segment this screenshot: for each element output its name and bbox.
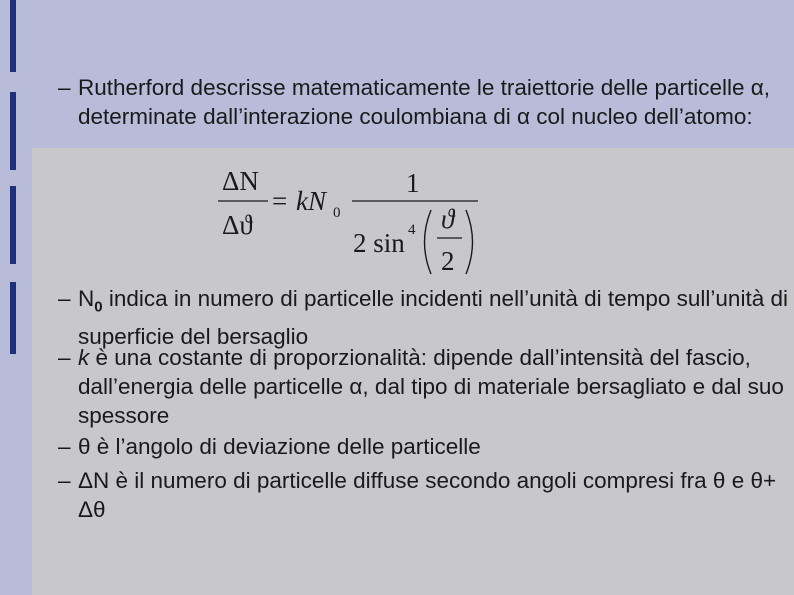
formula-equals: = (272, 186, 288, 216)
formula-k-subscript: 0 (333, 205, 341, 221)
bullet-dash: – (58, 345, 71, 370)
bullet-rutherford (58, 73, 788, 131)
symbol-n: N (78, 286, 95, 311)
bullet-theta (58, 432, 788, 461)
symbol-n-subscript: 0 (94, 298, 103, 316)
formula-lhs-denominator: Δϑ (222, 210, 253, 240)
bullet-dash: – (58, 286, 71, 311)
formula-rhs-numerator: 1 (406, 168, 420, 198)
formula-den-exponent: 4 (408, 222, 416, 238)
bullet-k (58, 343, 788, 430)
formula-lhs-numerator: ΔN (222, 166, 259, 196)
formula-frac-numerator: ϑ (441, 204, 455, 234)
bullet-n0-text: indica in numero di particelle incidenti nell’unità di tempo sull’unità di superficie del bersaglio (78, 286, 788, 349)
decorative-bar (10, 92, 16, 170)
decorative-bar (10, 186, 16, 264)
decorative-bar (10, 282, 16, 354)
bullet-dash: – (58, 75, 71, 100)
bullet-dash: – (58, 434, 71, 459)
bullet-text: Rutherford descrisse matematicamente le traiettorie delle particelle α, determinate dall’interazione coulombiana di α col nucleo dell’atomo: (78, 75, 771, 129)
rutherford-formula (212, 162, 482, 280)
formula-frac-denominator: 2 (441, 246, 455, 276)
decorative-bar (10, 0, 16, 72)
formula-den-prefix: 2 sin (353, 228, 405, 258)
bullet-dash: – (58, 468, 71, 493)
symbol-k: k (78, 345, 90, 370)
bullet-text (78, 343, 788, 430)
bullet-text: θ è l’angolo di deviazione delle particelle (78, 434, 481, 459)
bullet-n0 (58, 284, 788, 351)
bullet-k-text: è una costante di proporzionalità: dipende dall’intensità del fascio, dall’energia delle particelle α, dal tipo di materiale bersagliato e dal suo spessore (78, 345, 784, 428)
bullet-text (78, 284, 788, 351)
bullet-text: ΔN è il numero di particelle diffuse secondo angoli compresi fra θ e θ+ Δθ (78, 468, 777, 522)
formula-k: kN (296, 186, 326, 216)
bullet-delta-n (58, 466, 788, 524)
